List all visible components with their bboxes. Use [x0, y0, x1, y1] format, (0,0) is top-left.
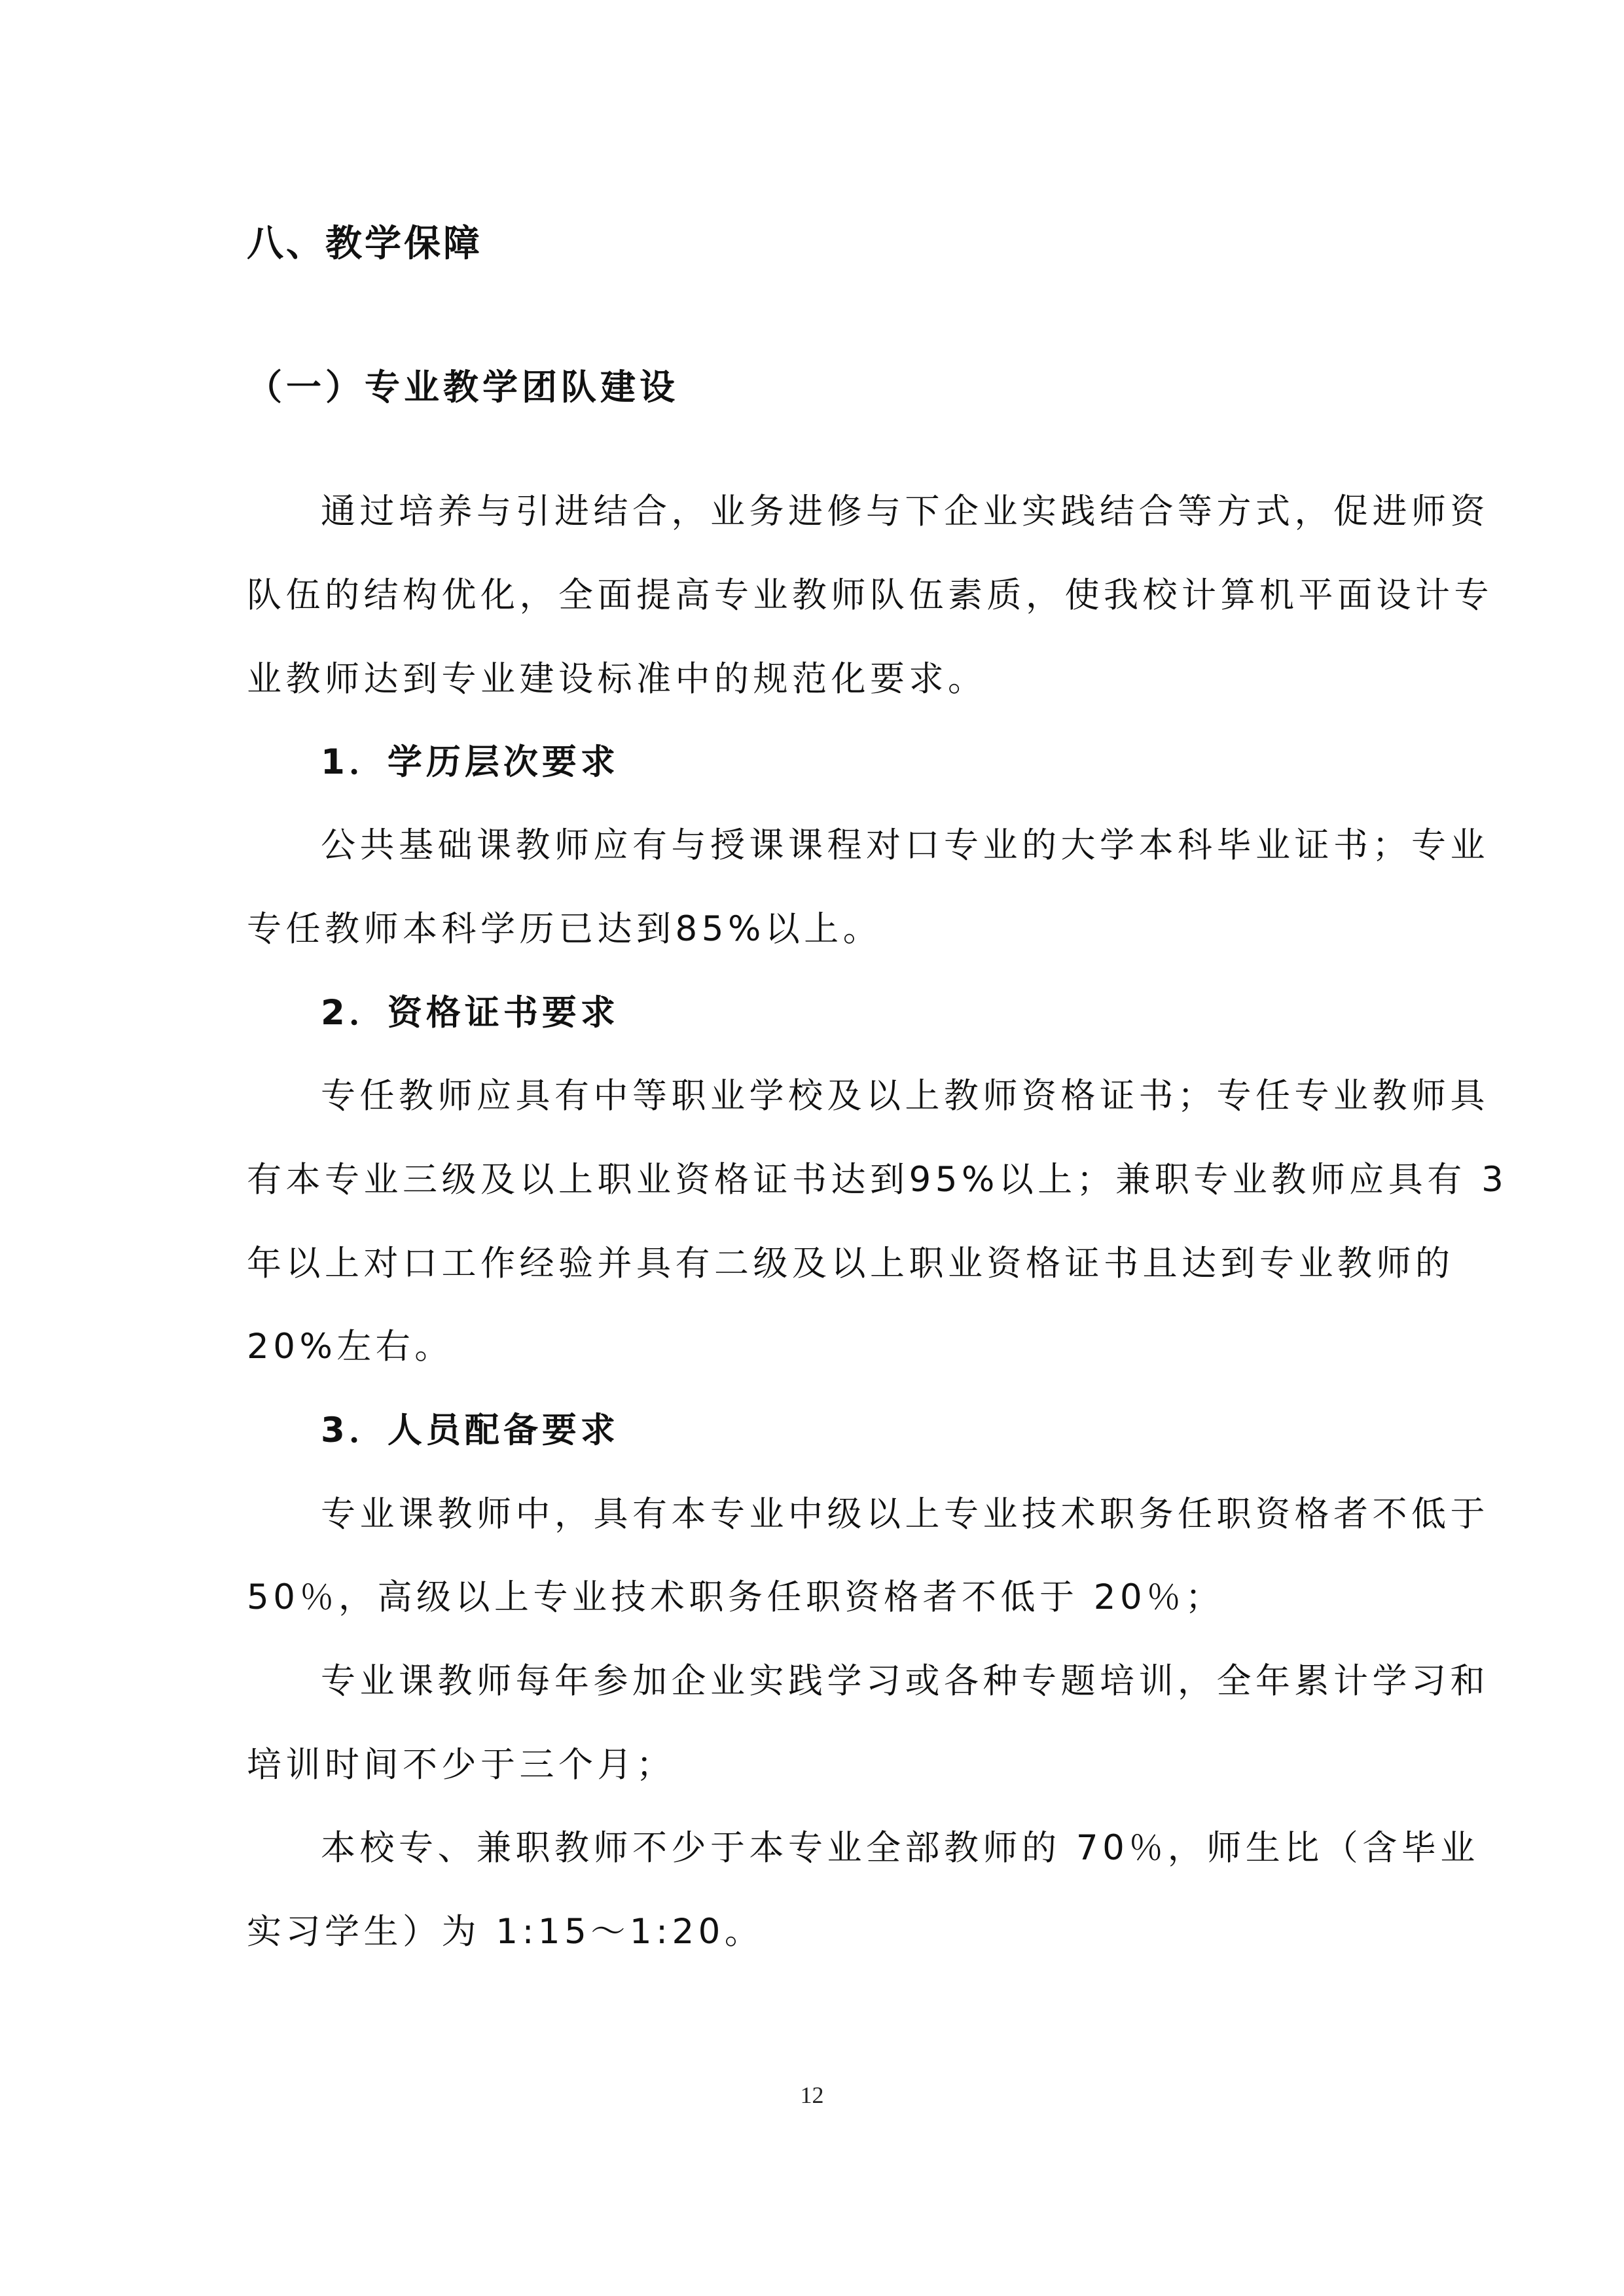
- item2-line-3: 年以上对口工作经验并具有二级及以上职业资格证书且达到专业教师的: [247, 1244, 1454, 1283]
- subsection-heading: （一）专业教学团队建设: [247, 367, 679, 408]
- section-heading: 八、教学保障: [247, 223, 482, 265]
- intro-line-3: 业教师达到专业建设标准中的规范化要求。: [247, 659, 987, 699]
- page-number: 12: [800, 2082, 824, 2108]
- item2-title: 2．资格证书要求: [321, 993, 619, 1033]
- item1-line-1: 公共基础课教师应有与授课课程对口专业的大学本科毕业证书；专业: [321, 825, 1489, 865]
- item1-line-2: 专任教师本科学历已达到85%以上。: [247, 909, 882, 949]
- item3-line-1: 专业课教师中，具有本专业中级以上专业技术职务任职资格者不低于: [321, 1494, 1489, 1534]
- item3-title: 3．人员配备要求: [321, 1410, 619, 1450]
- intro-line-1: 通过培养与引进结合，业务进修与下企业实践结合等方式，促进师资: [321, 492, 1489, 531]
- item2-line-2: 有本专业三级及以上职业资格证书达到95%以上；兼职专业教师应具有 3: [247, 1160, 1508, 1200]
- item3-line-5: 本校专、兼职教师不少于本专业全部教师的 70％，师生比（含毕业: [321, 1828, 1479, 1868]
- item1-title: 1．学历层次要求: [321, 742, 619, 782]
- item3-line-3: 专业课教师每年参加企业实践学习或各种专题培训，全年累计学习和: [321, 1661, 1489, 1701]
- intro-line-2: 队伍的结构优化，全面提高专业教师队伍素质，使我校计算机平面设计专: [247, 575, 1493, 615]
- item2-line-4: 20%左右。: [247, 1327, 454, 1367]
- item3-line-4: 培训时间不少于三个月；: [247, 1745, 676, 1785]
- item3-line-6: 实习学生）为 1:15～1:20。: [247, 1912, 764, 1952]
- item3-line-2: 50％，高级以上专业技术职务任职资格者不低于 20％；: [247, 1577, 1225, 1617]
- item2-line-1: 专任教师应具有中等职业学校及以上教师资格证书；专任专业教师具: [321, 1076, 1489, 1116]
